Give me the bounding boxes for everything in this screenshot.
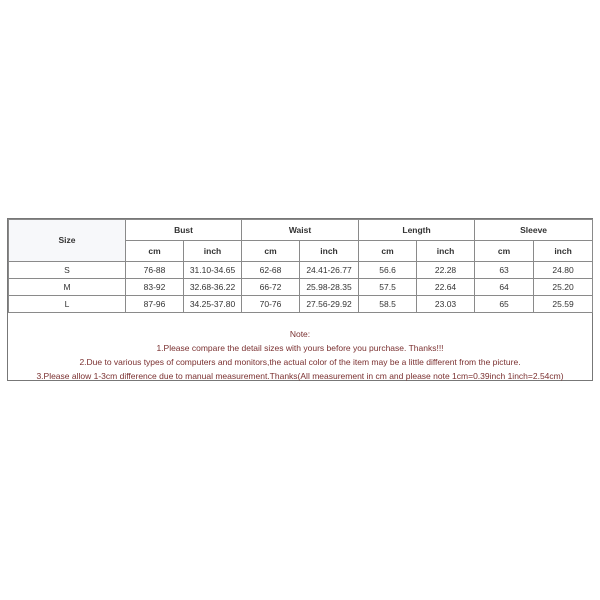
table-cell: 27.56-29.92 <box>300 296 359 313</box>
table-cell: 25.98-28.35 <box>300 279 359 296</box>
notes-section <box>8 327 592 383</box>
table-cell: 66-72 <box>242 279 300 296</box>
table-cell: 25.59 <box>534 296 593 313</box>
group-header-row <box>9 220 593 241</box>
table-cell: 31.10-34.65 <box>184 262 242 279</box>
table-cell: 63 <box>475 262 534 279</box>
size-label: L <box>9 296 126 313</box>
unit-header: inch <box>417 241 475 262</box>
note-line-2: 2.Due to various types of computers and monitors,the actual color of the item may be a little different from the picture. <box>79 357 521 367</box>
table-row-l <box>9 296 593 313</box>
table-cell: 24.80 <box>534 262 593 279</box>
size-chart <box>7 218 593 381</box>
unit-header: inch <box>300 241 359 262</box>
size-column-header: Size <box>9 220 126 262</box>
unit-header: cm <box>475 241 534 262</box>
table-cell: 56.6 <box>359 262 417 279</box>
unit-header: cm <box>126 241 184 262</box>
table-cell: 64 <box>475 279 534 296</box>
table-cell: 23.03 <box>417 296 475 313</box>
size-table <box>8 219 593 313</box>
size-label: M <box>9 279 126 296</box>
table-cell: 87-96 <box>126 296 184 313</box>
table-cell: 83-92 <box>126 279 184 296</box>
table-cell: 58.5 <box>359 296 417 313</box>
size-label: S <box>9 262 126 279</box>
table-cell: 32.68-36.22 <box>184 279 242 296</box>
unit-header: inch <box>534 241 593 262</box>
unit-header: cm <box>242 241 300 262</box>
table-cell: 57.5 <box>359 279 417 296</box>
group-header-sleeve: Sleeve <box>475 220 593 241</box>
table-cell: 24.41-26.77 <box>300 262 359 279</box>
table-cell: 25.20 <box>534 279 593 296</box>
table-cell: 22.28 <box>417 262 475 279</box>
group-header-bust: Bust <box>126 220 242 241</box>
table-cell: 70-76 <box>242 296 300 313</box>
group-header-length: Length <box>359 220 475 241</box>
group-header-waist: Waist <box>242 220 359 241</box>
unit-header: inch <box>184 241 242 262</box>
note-line-3: 3.Please allow 1-3cm difference due to manual measurement.Thanks(All measurement in cm and please note 1cm=0.39inch 1inch=2.54cm) <box>36 371 564 381</box>
table-cell: 76-88 <box>126 262 184 279</box>
note-line-1: 1.Please compare the detail sizes with yours before you purchase. Thanks!!! <box>156 343 444 353</box>
table-cell: 34.25-37.80 <box>184 296 242 313</box>
table-row-m <box>9 279 593 296</box>
table-cell: 65 <box>475 296 534 313</box>
table-row-s <box>9 262 593 279</box>
table-cell: 22.64 <box>417 279 475 296</box>
note-title: Note: <box>289 329 311 339</box>
table-cell: 62-68 <box>242 262 300 279</box>
unit-header: cm <box>359 241 417 262</box>
